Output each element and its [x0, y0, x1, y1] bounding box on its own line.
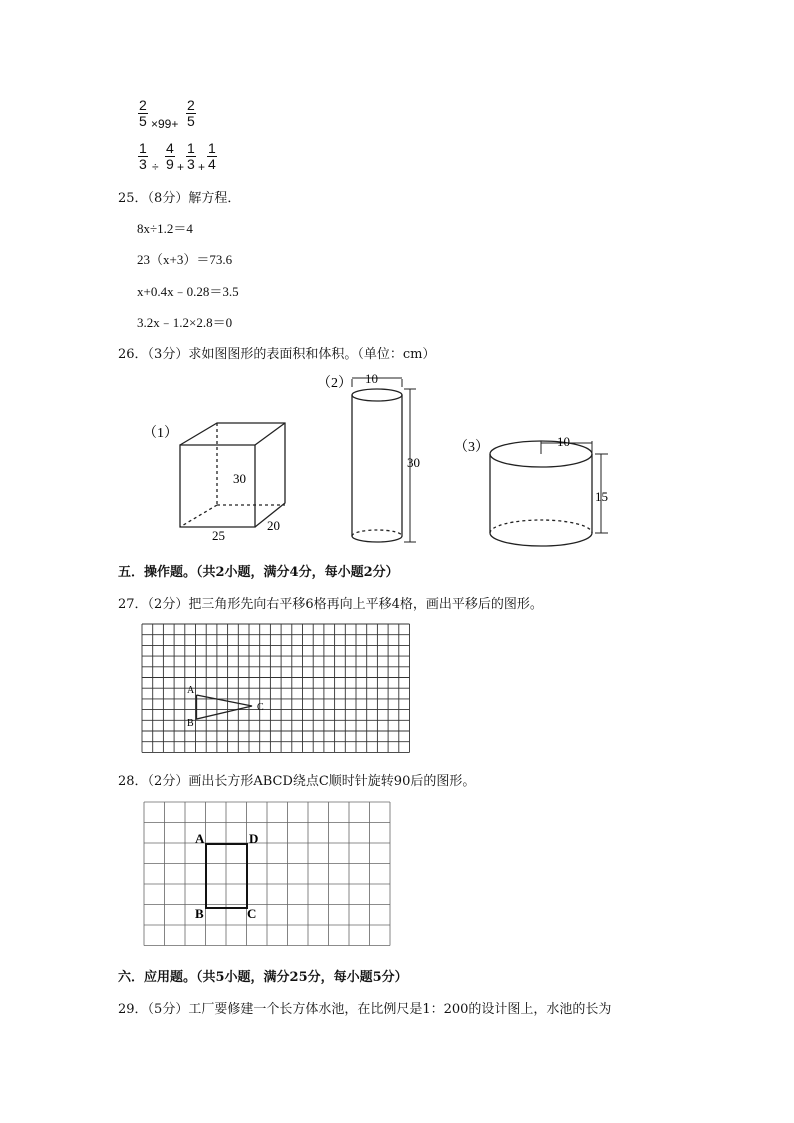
question-28-title: 28．（2分）画出长方形ABCD绕点C顺时针旋转90后的图形。: [118, 774, 476, 789]
cuboid-length-label: 25: [212, 528, 225, 543]
equation-1: 8x÷1.2＝4: [137, 221, 193, 236]
wide-cylinder-figure: [490, 441, 608, 546]
point-a-label: A: [195, 831, 205, 846]
equation-2: 23（x+3）＝73.6: [137, 252, 233, 267]
solid-figures: [0, 365, 794, 550]
fraction: $\frac{1}{3}$: [187, 140, 195, 172]
fraction: $\frac{4}{9}$: [166, 140, 174, 172]
point-c-label: C: [247, 906, 257, 921]
fraction: $\frac{1}{3}$: [139, 140, 147, 172]
point-b-label: B: [195, 906, 204, 921]
question-25-title: 25．（8分）解方程．: [118, 191, 241, 206]
translation-grid: [140, 622, 414, 757]
fraction: $\frac{2}{5}$: [187, 97, 195, 129]
cuboid-width-label: 20: [267, 518, 280, 533]
section-6-title: 六．应用题。（共5小题，满分25分，每小题5分）: [118, 970, 408, 985]
cuboid-height-label: 30: [233, 471, 246, 486]
operator: ÷: [152, 160, 159, 174]
cylinder-diameter-label: 10: [365, 371, 378, 386]
question-29-title: 29．（5分）工厂要修建一个长方体水池，在比例尺是1：200的设计图上，水池的长为: [118, 1002, 612, 1017]
fraction: $\frac{2}{5}$: [139, 97, 147, 129]
figure-1-label: （1）: [143, 426, 178, 441]
equation-3: x+0.4x﹣0.28＝3.5: [137, 284, 239, 299]
cylinder-height-label: 30: [407, 455, 420, 470]
point-a-label: A: [187, 685, 195, 696]
operator: +: [177, 160, 185, 174]
point-b-label: B: [187, 718, 194, 729]
fraction: $\frac{1}{4}$: [208, 140, 216, 172]
rectangle-abcd: [206, 844, 247, 908]
cylinder-3-height-label: 15: [595, 489, 608, 504]
question-27-title: 27．（2分）把三角形先向右平移6格再向上平移4格，画出平移后的图形。: [118, 597, 543, 612]
equation-4: 3.2x﹣1.2×2.8＝0: [137, 315, 233, 330]
figure-3-label: （3）: [454, 440, 489, 455]
point-c-label: C: [257, 702, 264, 713]
cylinder-radius-label: 10: [557, 434, 570, 449]
figure-2-label: （2）: [317, 376, 352, 391]
operator: ×99+: [151, 117, 179, 131]
operator: +: [198, 160, 206, 174]
section-5-title: 五．操作题。（共2小题，满分4分，每小题2分）: [118, 565, 399, 580]
point-d-label: D: [249, 831, 259, 846]
rotation-grid: [142, 800, 394, 952]
question-26-title: 26．（3分）求如图图形的表面积和体积。（单位：cm）: [118, 347, 436, 362]
